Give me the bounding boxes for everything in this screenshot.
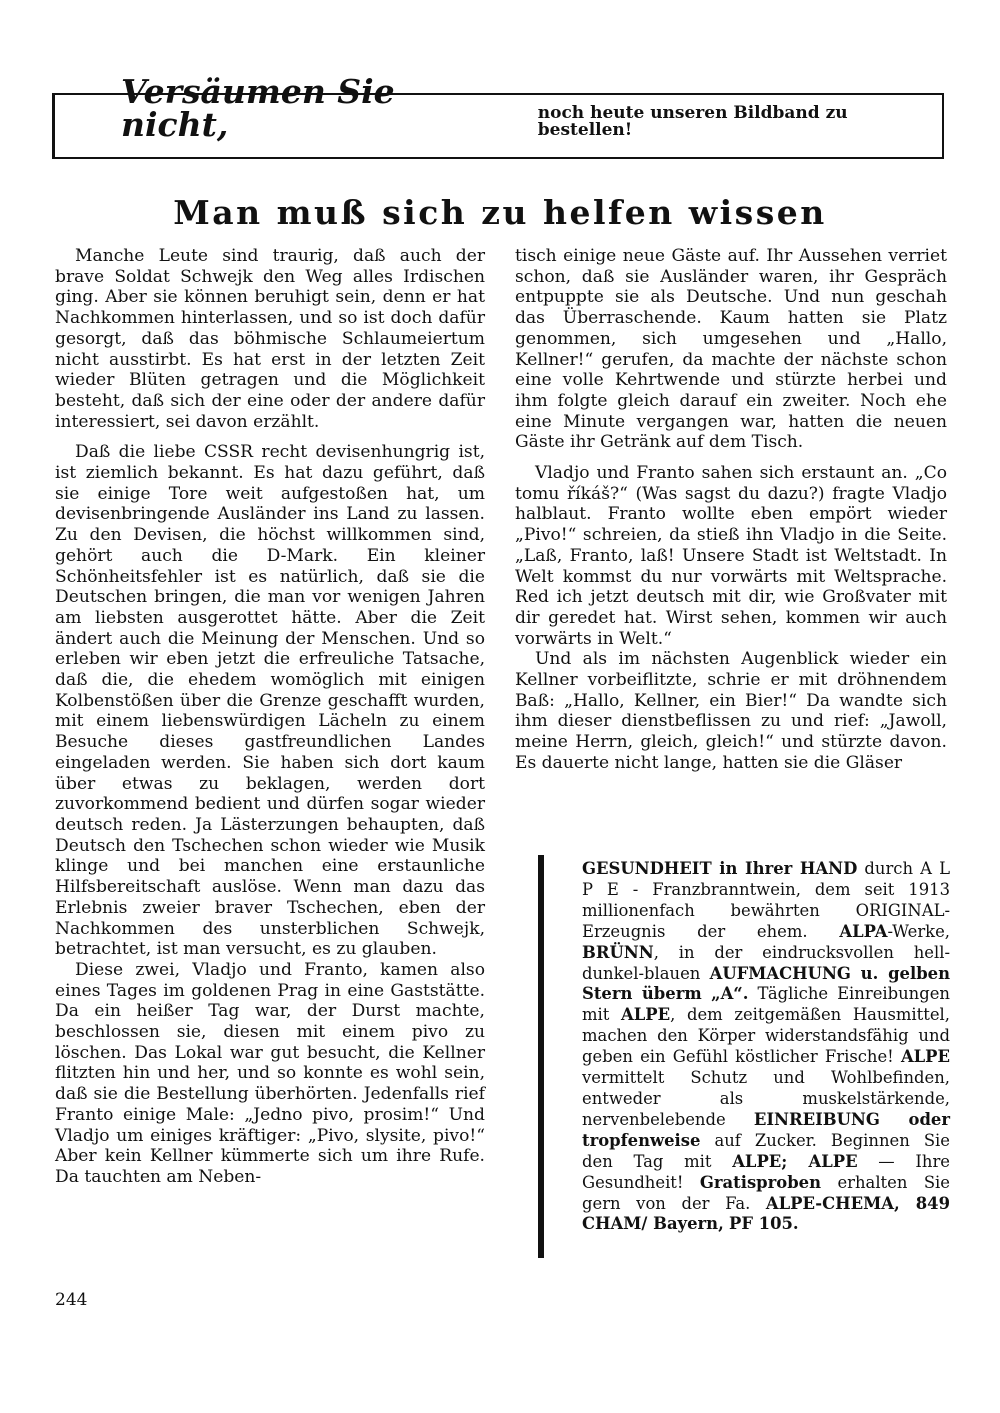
ad-text: — Ihre Gesundheit! bbox=[582, 1151, 950, 1192]
ad-text: ALPA bbox=[839, 921, 888, 941]
ad-text: ALPE bbox=[621, 1005, 671, 1025]
banner-subtitle: noch heute unseren Bildband zu bestellen! bbox=[537, 103, 848, 140]
ad-text: erhalten Sie gern von der Fa. bbox=[582, 1172, 950, 1213]
ad-text: , dem zeitgemäßen Hausmittel, machen den Körper widerstandsfähig und geben ein Gefühl köstlicher Frische! bbox=[582, 1005, 950, 1067]
article-right-column bbox=[515, 246, 947, 774]
ad-text: vermittelt Schutz und Wohlbefinden, entweder als muskelstärkende, nervenbelebende bbox=[582, 1068, 950, 1129]
ad-text: ALPE-CHEMA, 849 CHAM/ Bayern, bbox=[582, 1193, 950, 1234]
ad-text: -Werke, bbox=[887, 921, 950, 941]
ad-text: durch A L P E - Franzbranntwein, dem seit 1913 millionenfach bewährten ORIGINAL-Erzeugnis der ehem. bbox=[582, 859, 950, 941]
ad-text: , in der eindrucksvollen hell-dunkel-blauen bbox=[582, 942, 950, 983]
paragraph: Vladjo und Franto sahen sich erstaunt an. „Co tomu říkáš?“ (Was sagst du dazu?) fragte Vladjo halblaut. Franto wollte eben empört wieder „Pivo!“ schreien, da stieß ihn Vladjo in die Seite. „Laß, Franto, laß! Unsere Stadt ist Weltstadt. In Welt kommst du nur vorwärts mit Weltsprache. Red ich jetzt deutsch mit dir, wie Großvater mit dir geredet hat. Wirst sehen, kommen wir auch vorwärts in Welt.“ bbox=[515, 463, 947, 649]
ad-text: EINREIBUNG oder tropfenweise bbox=[582, 1109, 950, 1150]
paragraph: Diese zwei, Vladjo und Franto, kamen also eines Tages im goldenen Prag in eine Gaststätte. Da ein heißer Tag war, der Durst machte, beschlossen sie, diesen mit einem pivo zu löschen. Das Lokal war gut besucht, die Kellner flitzten hin und her, und so konnte es wohl sein, daß sie die Bestellung überhörten. Jedenfalls rief Franto einige Male: „Jedno pivo, prosim!“ Und Vladjo um einiges kräftiger: „Pivo, slysite, pivo!“ Aber kein Kellner kümmerte sich um ihre Rufe. Da tauchten am Neben- bbox=[55, 959, 485, 1187]
ad-text: ALPE; ALPE bbox=[732, 1151, 858, 1171]
article-left-column bbox=[55, 246, 485, 1188]
paragraph: Daß die liebe CSSR recht devisenhungrig ist, ist ziemlich bekannt. Es hat dazu geführt, daß sie einige Tore weit aufgestoßen hat, um devisenbringende Ausländer ins Land zu lassen. Zu den Devisen, die höchst willkommen sind, gehört auch die D-Mark. Ein kleiner Schönheitsfehler ist es natürlich, daß sie die Deutschen bringen, die man vor wenigen Jahren am liebsten ausgerottet hätte. Aber die Zeit ändert auch die Meinung der Menschen. Und so erleben wir eben jetzt die erfreuliche Tatsache, daß die, die ehedem womöglich mit einigen Kolbenstößen über die Grenze geschafft wurden, mit einem liebenswürdigen Lächeln zu einem Besuche dieses gastfreundlichen Landes eingeladen werden. Sie haben sich dort kaum über etwas zu beklagen, werden dort zuvorkommend bedient und dürfen sogar wieder deutsch reden. Ja Lästerzungen behaupten, daß Deutsch den Tschechen schon wieder wie Musik klinge und bei manchen eine erstaunliche Hilfsbereitschaft auslöse. Wenn man dazu das Erlebnis zweier braver Tschechen, eben der Nachkommen des unsterblichen Schwejk, betrachtet, ist man versucht, es zu glauben. bbox=[55, 442, 485, 960]
page-number: 244 bbox=[55, 1290, 88, 1310]
ad-text: BRÜNN bbox=[582, 942, 654, 962]
paragraph: Manche Leute sind traurig, daß auch der brave Soldat Schwejk den Weg alles Irdischen ging. Aber sie können beruhigt sein, denn er hat Nachkommen hinterlassen, und so ist doch dafür gesorgt, daß das böhmische Schlaumeiertum nicht ausstirbt. Es hat erst in der letzten Zeit wieder Blüten getragen und die Möglichkeit besteht, daß sich der eine oder der andere dafür interessiert, sei davon erzählt. bbox=[55, 246, 485, 432]
ad-text: GESUNDHEIT in Ihrer HAND bbox=[582, 859, 858, 878]
paragraph: Und als im nächsten Augenblick wieder ein Kellner vorbeiflitzte, schrie er mit dröhnendem Baß: „Hallo, Kellner, ein Bier!“ Da wandte sich ihm dieser dienstbeflissen zu und rief: „Jawoll, meine Herrn, gleich, gleich!“ und stürzte davon. Es dauerte nicht lange, hatten sie die Gläser bbox=[515, 649, 947, 773]
ad-text: ALPE bbox=[900, 1047, 950, 1067]
ad-text: PF 105. bbox=[729, 1214, 799, 1234]
ad-text: auf Zucker. Beginnen Sie den Tag mit bbox=[582, 1130, 950, 1171]
alpe-advertisement bbox=[538, 855, 950, 1258]
ad-text: AUFMACHUNG u. gelben Stern überm „A“. bbox=[582, 963, 950, 1004]
article-headline: Man muß sich zu helfen wissen bbox=[173, 193, 827, 232]
paragraph: tisch einige neue Gäste auf. Ihr Aussehen verriet schon, daß sie Ausländer waren, ihr Gespräch entpuppte sie als Deutsche. Und nun geschah das Überraschende. Kaum hatten sie Platz genommen, sich umgesehen und „Hallo, Kellner!“ gerufen, da machte der nächste schon eine volle Kehrtwende und stürzte herbei und ihm folgte gleich darauf ein zweiter. Noch ehe eine Minute vergangen war, hatten die neuen Gäste ihr Getränk auf dem Tisch. bbox=[515, 246, 947, 453]
promo-banner bbox=[52, 72, 944, 159]
ad-text: Gratisproben bbox=[699, 1172, 822, 1192]
ad-text: Tägliche Einreibungen mit bbox=[582, 984, 950, 1025]
banner-title: Versäumen Sie nicht, bbox=[121, 72, 395, 144]
